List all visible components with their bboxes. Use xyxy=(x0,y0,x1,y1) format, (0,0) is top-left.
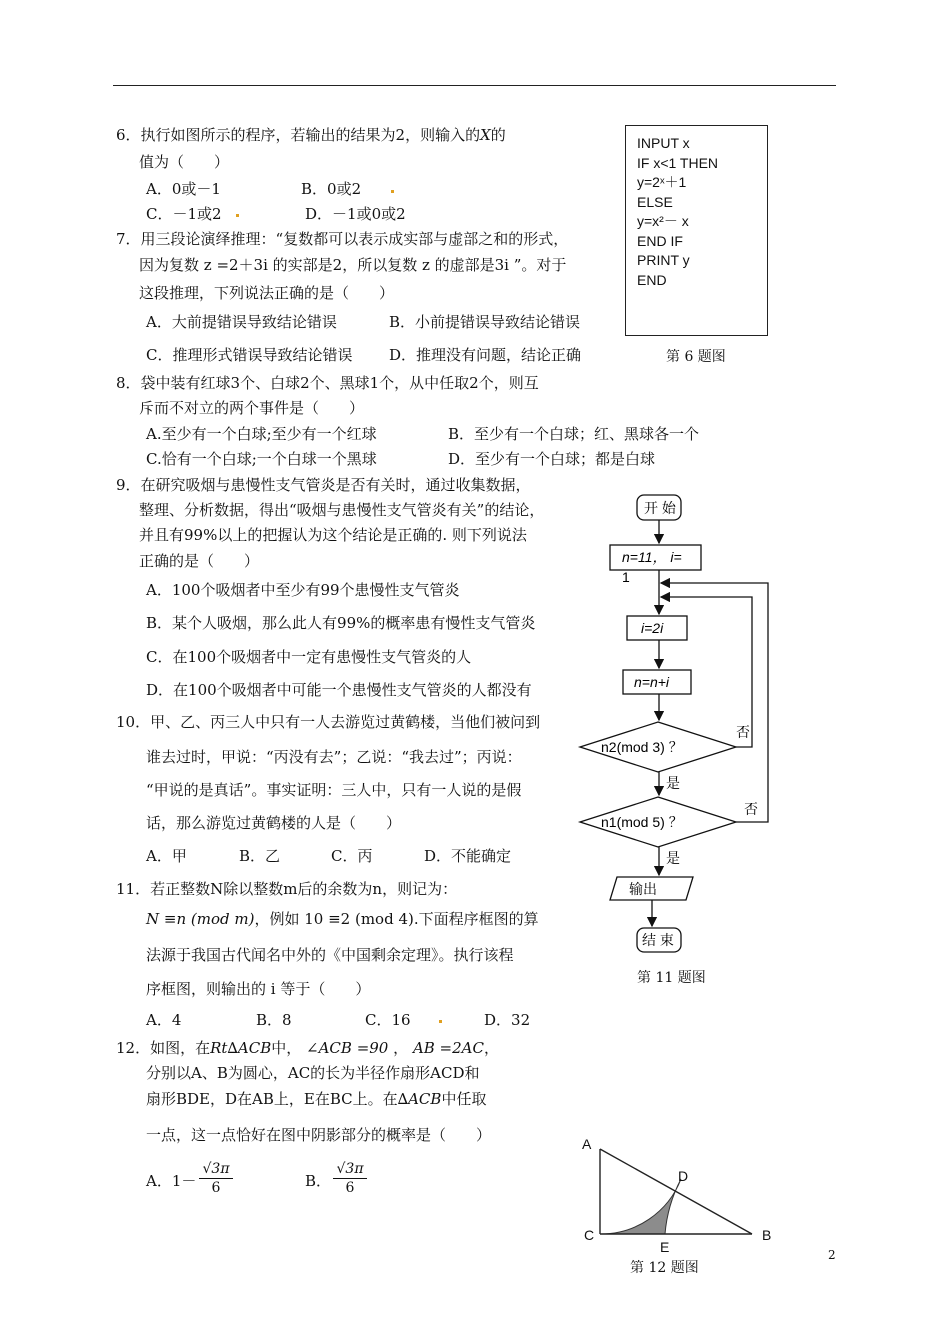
q10-option-a: A．甲 xyxy=(146,847,187,865)
flow-start-text: 开 始 xyxy=(644,500,676,516)
q11-option-b: B．8 xyxy=(256,1011,292,1029)
q8-option-d: D．至少有一个白球；都是白球 xyxy=(448,450,656,468)
q6-option-b: B．0或2 xyxy=(301,180,362,198)
flow-step2-text: n=n+i xyxy=(634,674,670,690)
program-line: y=2ˣ＋1 xyxy=(637,174,687,190)
program-line: IF x<1 THEN xyxy=(637,154,719,171)
flow-yes1-label: 是 xyxy=(666,775,680,791)
fraction-numerator: √3π xyxy=(199,1160,233,1179)
label-d: D xyxy=(678,1168,689,1184)
q11-stem-line3: 法源于我国古代闻名中外的《中国剩余定理》。执行该程 xyxy=(146,946,514,964)
flow-no2-label: 否 xyxy=(744,801,758,817)
q7-stem-line3: 这段推理，下列说法正确的是（ ） xyxy=(139,284,395,302)
program-line: PRINT y xyxy=(637,252,690,268)
q10-stem-line1: 10．甲、乙、丙三人中只有一人去游览过黄鹤楼，当他们被问到 xyxy=(116,713,541,731)
q12-stem-line2: 分别以A、B为圆心，AC的长为半径作扇形ACD和 xyxy=(146,1064,480,1082)
q9-option-a: A．100个吸烟者中至少有99个患慢性支气管炎 xyxy=(146,581,460,599)
q6-option-d: D．－1或0或2 xyxy=(305,205,406,223)
q7-option-a: A．大前提错误导致结论错误 xyxy=(146,313,337,331)
q10-stem-line2: 谁去过时，甲说：“丙没有去”；乙说：“我去过”；丙说： xyxy=(146,748,522,766)
q11-option-d: D．32 xyxy=(484,1011,531,1029)
q9-stem-line4: 正确的是（ ） xyxy=(139,552,260,570)
q9-stem-line3: 并且有99%以上的把握认为这个结论是正确的. 则下列说法 xyxy=(139,526,527,544)
q9-stem-line1: 9．在研究吸烟与患慢性支气管炎是否有关时，通过收集数据， xyxy=(116,476,531,494)
side-ab xyxy=(600,1149,752,1234)
program-line: INPUT x xyxy=(637,135,690,151)
q11-stem-line4: 序框图，则输出的 i 等于（ ） xyxy=(146,980,371,998)
label-c: C xyxy=(584,1227,595,1243)
q10-stem-line4: 话，那么游览过黄鹤楼的人是（ ） xyxy=(146,814,402,832)
fraction-denominator: 6 xyxy=(345,1180,355,1196)
q12-caption: 第 12 题图 xyxy=(630,1260,699,1276)
program-line: ELSE xyxy=(637,193,673,210)
program-line: END xyxy=(637,271,667,288)
fraction-numerator: √3π xyxy=(333,1160,367,1179)
label-a: A xyxy=(582,1136,592,1152)
q8-option-c: C.恰有一个白球;一个白球一个黑球 xyxy=(146,450,377,468)
label-b: B xyxy=(762,1227,772,1243)
flow-init-text-2: 1 xyxy=(622,569,630,585)
q11-caption: 第 11 题图 xyxy=(637,970,706,986)
q11-option-c: C．16 xyxy=(365,1011,411,1029)
q11-stem-line1: 11．若正整数N除以整数m后的余数为n，则记为： xyxy=(116,880,458,898)
q10-stem-line3: “甲说的是真话”。事实证明：三人中，只有一人说的是假 xyxy=(146,781,522,799)
program-line: END IF xyxy=(637,232,683,249)
q8-option-a: A.至少有一个白球;至少有一个红球 xyxy=(146,425,377,443)
flow-init-text: n=11， i= xyxy=(622,549,682,565)
q8-stem-line1: 8．袋中装有红球3个、白球2个、黑球1个，从中任取2个，则互 xyxy=(116,374,539,392)
q7-option-c: C．推理形式错误导致结论错误 xyxy=(146,346,353,364)
program-line: y=x²－ x xyxy=(637,213,689,229)
q6-option-c: C．－1或2 xyxy=(146,205,222,223)
flow-yes2-label: 是 xyxy=(666,850,680,866)
flow-no1-label: 否 xyxy=(736,724,750,740)
page-number: 2 xyxy=(828,1248,836,1262)
q7-stem-line1: 7．用三段论演绎推理：“复数都可以表示成实部与虚部之和的形式， xyxy=(116,230,569,248)
q11-stem-line2: N ≡n (mod m)，例如 10 ≡2 (mod 4).下面程序框图的算 xyxy=(146,910,539,928)
flow-output-text: 输出 xyxy=(629,881,657,897)
q7-option-d: D．推理没有问题，结论正确 xyxy=(389,346,582,364)
q9-option-d: D．在100个吸烟者中可能一个患慢性支气管炎的人都没有 xyxy=(146,681,532,699)
fraction-denominator: 6 xyxy=(211,1180,221,1196)
q6-caption: 第 6 题图 xyxy=(666,349,726,365)
q8-option-b: B．至少有一个白球；红、黑球各一个 xyxy=(448,425,700,443)
q9-option-c: C．在100个吸烟者中一定有患慢性支气管炎的人 xyxy=(146,648,472,666)
q11-option-a: A．4 xyxy=(146,1011,182,1029)
q12-stem-line1: 12．如图，在Rt∆ACB中， ∠ACB =90 ， AB =2AC， xyxy=(116,1039,499,1057)
q12-option-b: B． xyxy=(305,1172,332,1190)
q7-option-b: B．小前提错误导致结论错误 xyxy=(389,313,581,331)
q10-option-b: B．乙 xyxy=(239,847,281,865)
q6-stem-line2: 值为（ ） xyxy=(139,153,230,171)
flow-cond2-text: n1(mod 5) ？ xyxy=(601,814,683,830)
q12-stem-line3: 扇形BDE，D在AB上，E在BC上。在∆ACB中任取 xyxy=(146,1090,487,1108)
q6-stem-line1: 6．执行如图所示的程序，若输出的结果为2，则输入的X的 xyxy=(116,126,506,144)
q10-option-c: C．丙 xyxy=(331,847,373,865)
q8-stem-line2: 斥而不对立的两个事件是（ ） xyxy=(139,399,365,417)
label-e: E xyxy=(660,1239,670,1255)
q6-option-a: A．0或－1 xyxy=(146,180,221,198)
q12-option-a: A．1－ xyxy=(146,1172,197,1190)
q10-option-d: D．不能确定 xyxy=(424,847,512,865)
q12-stem-line4: 一点，这一点恰好在图中阴影部分的概率是（ ） xyxy=(146,1126,492,1144)
flow-step1-text: i=2i xyxy=(641,620,664,636)
flow-end-text: 结 束 xyxy=(642,932,674,948)
q9-option-b: B．某个人吸烟，那么此人有99%的概率患有慢性支气管炎 xyxy=(146,614,536,632)
flow-cond1-text: n2(mod 3) ？ xyxy=(601,739,683,755)
q9-stem-line2: 整理、分析数据，得出“吸烟与患慢性支气管炎有关”的结论， xyxy=(139,501,545,519)
q7-stem-line2: 因为复数 z =2＋3i 的实部是2，所以复数 z 的虚部是3i ”。对于 xyxy=(139,256,567,274)
